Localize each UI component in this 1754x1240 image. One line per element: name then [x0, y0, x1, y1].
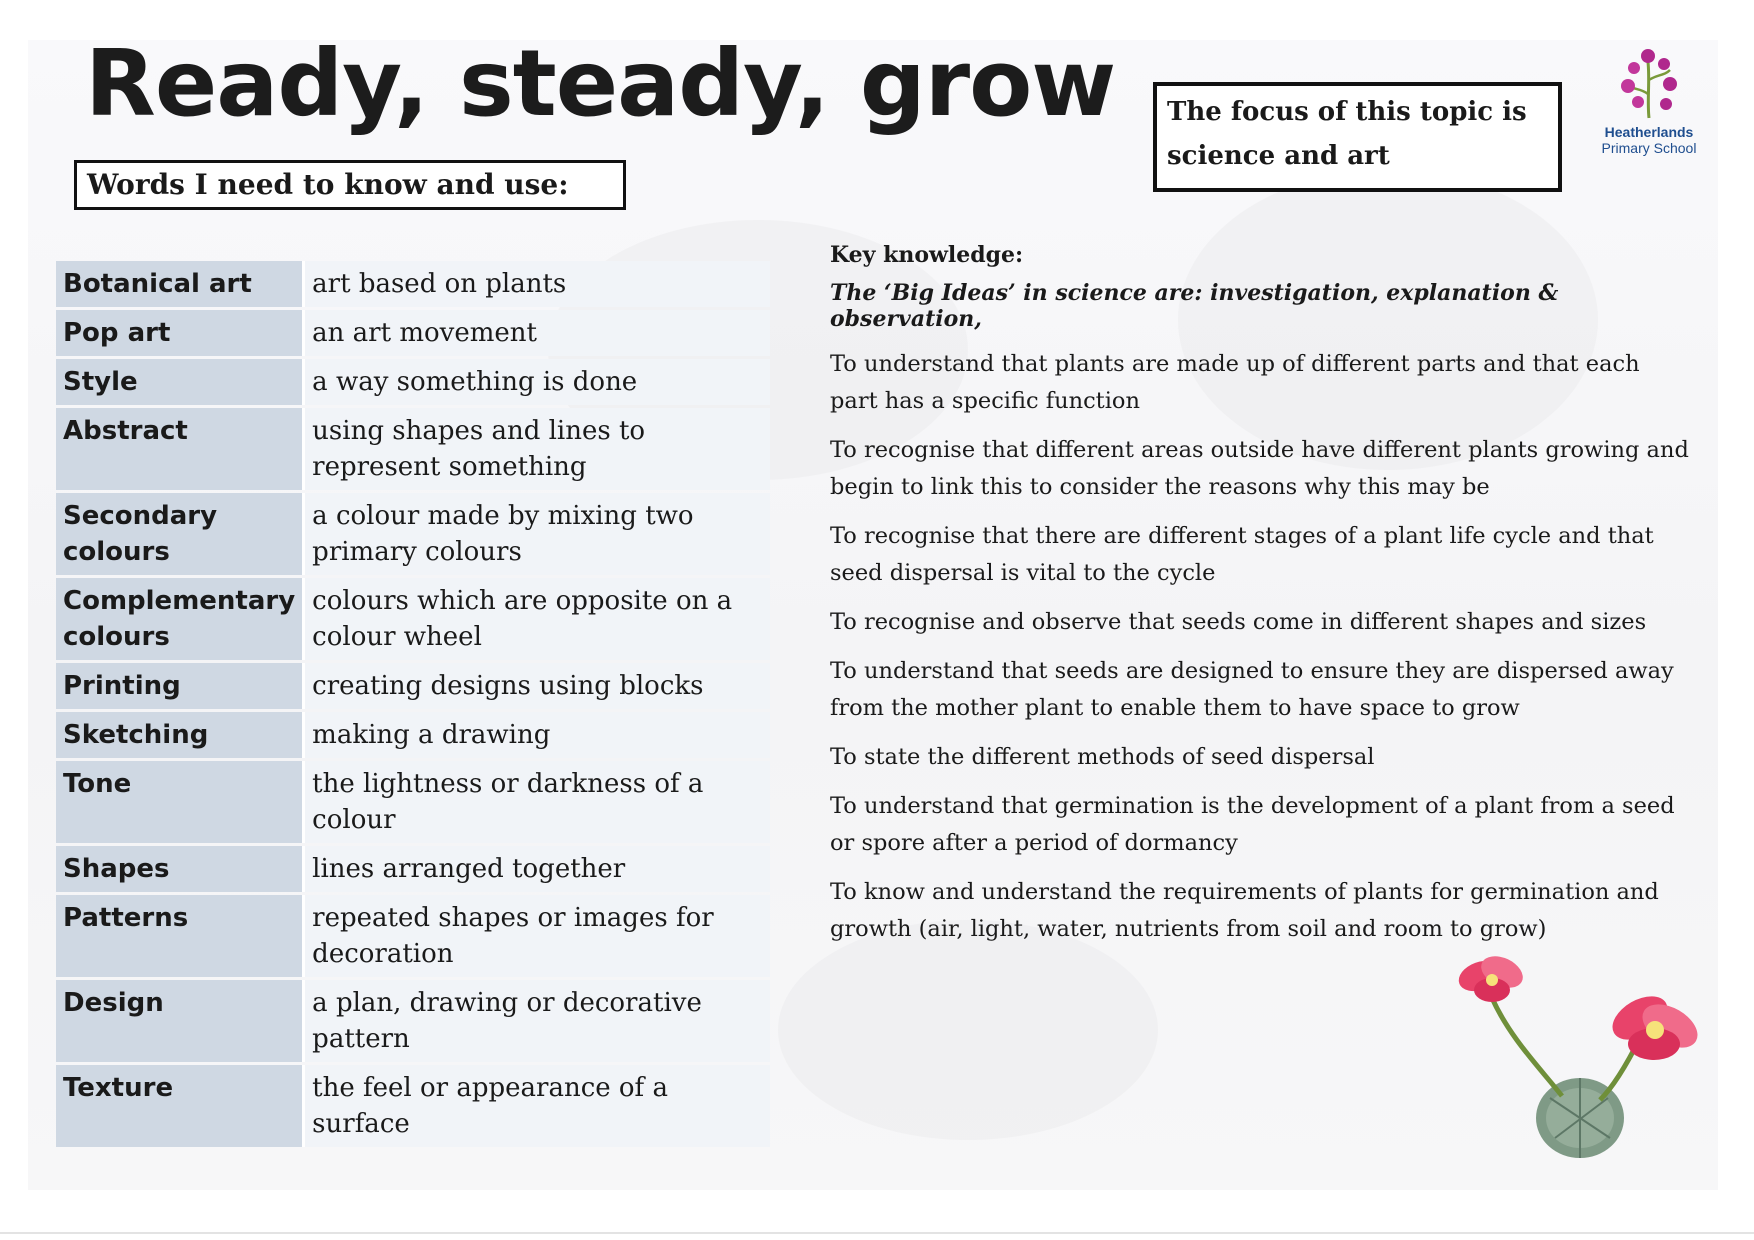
- key-knowledge-heading: Key knowledge:: [830, 242, 1024, 268]
- focus-line-1: The focus of this topic is: [1167, 97, 1527, 127]
- table-row: [56, 359, 770, 405]
- table-row: [56, 1065, 770, 1147]
- definition-cell: using shapes and lines to represent something: [305, 408, 770, 490]
- school-logo: [1584, 42, 1714, 156]
- term-cell: Complementary colours: [56, 578, 305, 660]
- knowledge-item: To recognise that there are different stages of a plant life cycle and that seed dispersal is vital to the cycle: [830, 523, 1654, 586]
- table-row: [56, 261, 770, 307]
- definition-cell: a way something is done: [305, 359, 770, 405]
- term-cell: Texture: [56, 1065, 305, 1147]
- term-cell: Shapes: [56, 846, 305, 892]
- knowledge-item: To know and understand the requirements of plants for germination and growth (air, light, water, nutrients from soil and room to grow): [830, 879, 1659, 942]
- cactus-flower-illustration: [1440, 948, 1710, 1163]
- vocabulary-heading: Words I need to know and use:: [74, 160, 626, 210]
- definition-cell: repeated shapes or images for decoration: [305, 895, 770, 977]
- term-cell: Sketching: [56, 712, 305, 758]
- table-row: [56, 310, 770, 356]
- table-row: [56, 493, 770, 575]
- definition-cell: a colour made by mixing two primary colours: [305, 493, 770, 575]
- focus-line-2: science and art: [1167, 141, 1390, 171]
- definition-cell: art based on plants: [305, 261, 770, 307]
- vocabulary-table: [56, 258, 770, 1150]
- table-row: [56, 980, 770, 1062]
- definition-cell: a plan, drawing or decorative pattern: [305, 980, 770, 1062]
- knowledge-item: To understand that seeds are designed to ensure they are dispersed away from the mother plant to enable them to have space to grow: [830, 658, 1674, 721]
- knowledge-item: To understand that plants are made up of different parts and that each part has a specific function: [830, 351, 1640, 414]
- term-cell: Secondary colours: [56, 493, 305, 575]
- term-cell: Botanical art: [56, 261, 305, 307]
- big-ideas-statement: The ‘Big Ideas’ in science are: investigation, explanation & observation,: [830, 280, 1559, 332]
- focus-box: [1153, 82, 1562, 192]
- red-flower-icon: [1605, 987, 1705, 1060]
- definition-cell: making a drawing: [305, 712, 770, 758]
- definition-cell: lines arranged together: [305, 846, 770, 892]
- logo-subtitle: Primary School: [1601, 140, 1697, 156]
- term-cell: Tone: [56, 761, 305, 843]
- logo-name: Heatherlands: [1604, 124, 1694, 140]
- table-row: [56, 578, 770, 660]
- definition-cell: the lightness or darkness of a colour: [305, 761, 770, 843]
- definition-cell: creating designs using blocks: [305, 663, 770, 709]
- term-cell: Pop art: [56, 310, 305, 356]
- table-row: [56, 895, 770, 977]
- pink-flower-icon: [1455, 950, 1528, 1002]
- table-row: [56, 846, 770, 892]
- knowledge-item: To understand that germination is the development of a plant from a seed or spore after a period of dormancy: [830, 793, 1675, 856]
- table-row: [56, 663, 770, 709]
- knowledge-item: To recognise that different areas outside have different plants growing and begin to link this to consider the reasons why this may be: [830, 437, 1689, 500]
- knowledge-item: To recognise and observe that seeds come in different shapes and sizes: [830, 609, 1647, 635]
- term-cell: Printing: [56, 663, 305, 709]
- term-cell: Abstract: [56, 408, 305, 490]
- flower-logo-icon: [1614, 42, 1684, 120]
- definition-cell: an art movement: [305, 310, 770, 356]
- page-title: Ready, steady, grow: [85, 30, 1116, 137]
- term-cell: Patterns: [56, 895, 305, 977]
- definition-cell: colours which are opposite on a colour wheel: [305, 578, 770, 660]
- term-cell: Design: [56, 980, 305, 1062]
- table-row: [56, 712, 770, 758]
- key-knowledge-section: [830, 242, 1690, 960]
- table-row: [56, 761, 770, 843]
- table-row: [56, 408, 770, 490]
- footer-divider: [0, 1232, 1754, 1234]
- definition-cell: the feel or appearance of a surface: [305, 1065, 770, 1147]
- term-cell: Style: [56, 359, 305, 405]
- knowledge-item: To state the different methods of seed dispersal: [830, 744, 1375, 770]
